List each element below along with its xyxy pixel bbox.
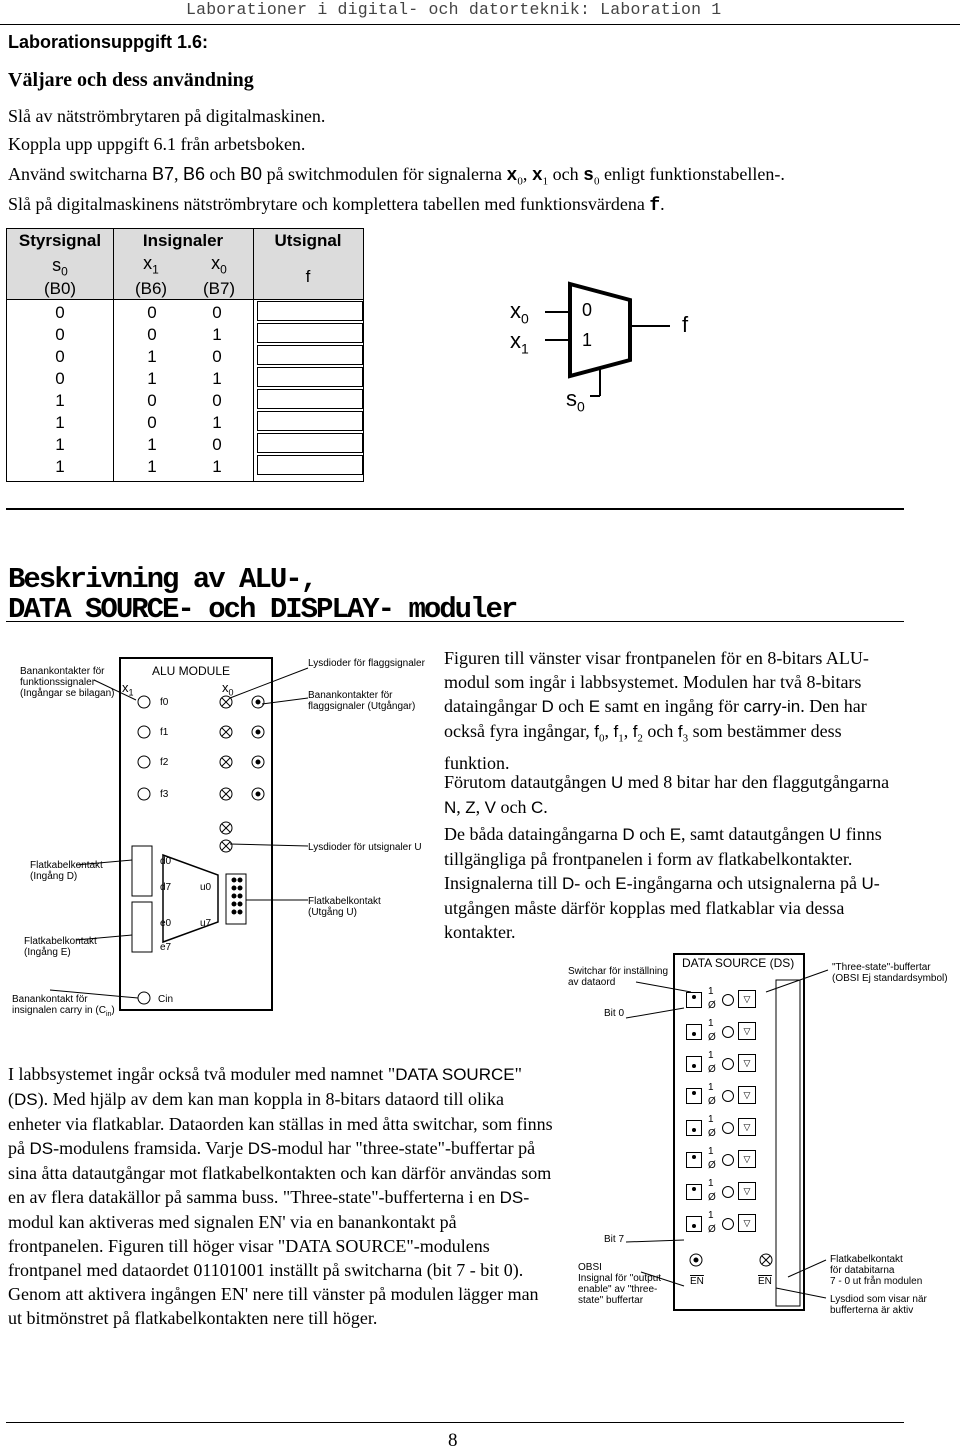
ds-switch-body (686, 1088, 702, 1104)
alu-x1-label: $x_1$ (122, 680, 134, 698)
ds-switch-body (686, 1120, 702, 1136)
ds-switch[interactable] (682, 1146, 802, 1176)
tt-h-inputs: Insignaler (142, 231, 224, 250)
section-rule-top (6, 508, 904, 510)
tt-row: 1 1 1 (55, 457, 222, 476)
alu-callout-flat-u: Flatkabelkontakt (Utgång U) (308, 896, 381, 918)
section-title-line-1: Beskrivning av ALU-, (8, 563, 317, 596)
alu-callout-lysdioder: Lysdioder för flaggsignaler (308, 658, 425, 669)
ds-callout-obs: OBSI Insignal för "output enable" av "three- state" buffertar (578, 1262, 662, 1306)
alu-x0-label: $x_0$ (222, 680, 234, 698)
footer-rule (6, 1422, 904, 1423)
tt-row: 0 0 0 (55, 303, 222, 322)
ds-switch-knob (692, 1032, 696, 1036)
mux-label-s0: $s_0$ (566, 386, 585, 415)
ds-switch-body (686, 1056, 702, 1072)
task-subtitle: Väljare och dess användning (8, 69, 254, 91)
mux-label-x1: $x_1$ (510, 328, 529, 357)
ds-tristate-buffer: ▽ (738, 1150, 756, 1168)
ds-switch-label-0: Ø (708, 1064, 716, 1075)
ds-switch-label-1: 1 (708, 1050, 714, 1061)
alu-callout-banan1: Banankontakter för funktionssignaler (Ingångar se bilagan) (20, 666, 115, 699)
alu-u0-label: u0 (200, 882, 212, 893)
alu-paragraph-2: Förutom datautgången U med 8 bitar har den flaggutgångarna N, Z, V och C. (444, 772, 890, 817)
alu-f2-label: f2 (160, 757, 169, 768)
ds-switch-label-0: Ø (708, 1128, 716, 1139)
alu-connector-d (132, 846, 152, 896)
ds-tristate-buffer: ▽ (738, 1214, 756, 1232)
ds-buffer-led (722, 1122, 734, 1134)
alu-panel (120, 658, 272, 1010)
alu-callout-carry: Banankontakt för insignalen carry in $(C_{in})$ (12, 994, 115, 1018)
ds-switch-label-1: 1 (708, 1146, 714, 1157)
ds-buffer-led (722, 1186, 734, 1198)
ds-en-label-1: $\overline{EN}$ (690, 1276, 704, 1287)
truth-table (6, 228, 364, 482)
ds-switch[interactable] (682, 1210, 802, 1240)
ds-callout-switch: Switchar för inställning av dataord (568, 966, 669, 988)
ds-switch-label-0: Ø (708, 1224, 716, 1235)
ds-switch-label-1: 1 (708, 1018, 714, 1029)
ds-switch-label-1: 1 (708, 1210, 714, 1221)
ds-switch[interactable] (682, 1082, 802, 1112)
tt-b0: (B0) (43, 279, 77, 298)
ds-callout-led: Lysdiod som visar när bufferterna är aktiv (830, 1294, 927, 1316)
multiplexer-symbol (500, 278, 720, 418)
ds-buffer-led (722, 1218, 734, 1230)
tt-f-cell[interactable] (257, 301, 363, 321)
tt-row: 1 1 0 (55, 435, 222, 454)
task-line-1: Slå av nätströmbrytaren på digitalmaskinen. (8, 106, 326, 126)
ds-switch-knob (692, 1187, 696, 1191)
ds-en-label-2: $\overline{EN}$ (758, 1276, 772, 1287)
alu-callout-banan2: Banankontakter för flaggsignaler (Utgångar) (308, 690, 416, 712)
alu-module-title: ALU MODULE (152, 664, 231, 678)
ds-switch-label-0: Ø (708, 1160, 716, 1171)
alu-f0-label: f0 (160, 697, 169, 708)
ds-switch-knob (692, 995, 696, 999)
alu-connector-e (132, 902, 152, 952)
ds-switch[interactable] (682, 1018, 802, 1048)
tt-f-cell[interactable] (257, 411, 363, 431)
tt-row: 0 1 1 (55, 369, 222, 388)
tt-row: 0 1 0 (55, 347, 222, 366)
ds-buffer-led (722, 1090, 734, 1102)
ds-switch-body (686, 1216, 702, 1232)
ds-switch-label-0: Ø (708, 1192, 716, 1203)
ds-switch-knob (692, 1064, 696, 1068)
alu-callout-flat-e: Flatkabelkontakt (Ingång E) (24, 936, 97, 958)
alu-u7-label: u7 (200, 918, 212, 929)
alu-f3-label: f3 (160, 789, 169, 800)
task-line-4: Slå på digitalmaskinens nätströmbrytare och komplettera tabellen med funktionsvärdena f. (8, 194, 665, 216)
alu-d7-label: d7 (160, 882, 172, 893)
mux-output-f: f (682, 312, 689, 337)
ds-callout-tristate: "Three-state"-buffertar (OBSI Ej standardsymbol) (832, 962, 948, 984)
ds-switch-label-1: 1 (708, 1114, 714, 1125)
ds-switch-label-1: 1 (708, 986, 714, 997)
ds-callout-flat: Flatkabelkontakt för databitarna 7 - 0 ut från modulen (830, 1254, 923, 1287)
ds-switch-knob (692, 1091, 696, 1095)
ds-tristate-buffer: ▽ (738, 1022, 756, 1040)
alu-e0-label: e0 (160, 918, 172, 929)
ds-switch[interactable] (682, 986, 802, 1016)
ds-switch-knob (692, 1128, 696, 1132)
task-title: Laborationsuppgift 1.6: (8, 32, 208, 52)
alu-f1-label: f1 (160, 727, 169, 738)
tt-f-cell[interactable] (257, 389, 363, 409)
ds-buffer-led (722, 1026, 734, 1038)
mux-label-x0: $x_0$ (510, 298, 529, 327)
tt-f-cell[interactable] (257, 367, 363, 387)
tt-f-cell[interactable] (257, 345, 363, 365)
alu-callout-lysdioder-u: Lysdioder för utsignaler U (308, 842, 422, 853)
tt-row: 1 0 0 (55, 391, 222, 410)
ds-buffer-led (722, 1154, 734, 1166)
ds-tristate-buffer: ▽ (738, 990, 756, 1008)
ds-bit7-label: Bit 7 (604, 1234, 625, 1245)
header-rule (0, 24, 960, 25)
running-header: Laborationer i digital- och datorteknik: Laboration 1 (186, 0, 722, 19)
ds-tristate-buffer: ▽ (738, 1086, 756, 1104)
ds-tristate-buffer: ▽ (738, 1054, 756, 1072)
alu-d0-label: d0 (160, 856, 172, 867)
section-rule-bottom (6, 621, 904, 622)
ds-switch-label-0: Ø (708, 1032, 716, 1043)
page-number: 8 (448, 1430, 458, 1451)
mux-input-1: 1 (582, 330, 593, 350)
alu-cin-label: Cin (158, 994, 174, 1005)
tt-f: f (305, 267, 311, 286)
ds-switch-knob (692, 1155, 696, 1159)
ds-title: DATA SOURCE (DS) (682, 956, 795, 970)
ds-switch-body (686, 1024, 702, 1040)
alu-e7-label: e7 (160, 942, 172, 953)
tt-h-output: Utsignal (274, 231, 342, 250)
mux-input-0: 0 (582, 300, 593, 320)
ds-switch-body (686, 1152, 702, 1168)
ds-switch[interactable] (682, 1178, 802, 1208)
mux-body (570, 284, 630, 376)
tt-h-control: Styrsignal (18, 231, 102, 250)
ds-switch-body (686, 992, 702, 1008)
tt-row: 0 0 1 (55, 325, 222, 344)
task-line-3: Använd switcharna B7, B6 och B0 på switchmodulen för signalerna $x_0$, $x_1$ och $s_0$ enligt funktionstabellen-. (8, 164, 785, 188)
ds-switch[interactable] (682, 1050, 802, 1080)
ds-switch-label-1: 1 (708, 1178, 714, 1189)
ds-buffer-led (722, 1058, 734, 1070)
ds-switch[interactable] (682, 1114, 802, 1144)
tt-row: 1 0 1 (55, 413, 222, 432)
tt-x0: $x_0$ (211, 253, 227, 277)
alu-callout-flat-d: Flatkabelkontakt (Ingång D) (30, 860, 103, 882)
tt-f-cell[interactable] (257, 455, 363, 475)
tt-header-rule (7, 299, 363, 300)
task-line-2: Koppla upp uppgift 6.1 från arbetsboken. (8, 134, 306, 154)
ds-bit0-label: Bit 0 (604, 1008, 625, 1019)
section-title-line-2: DATA SOURCE- och DISPLAY- moduler (8, 593, 517, 626)
ds-buffer-led (722, 994, 734, 1006)
ds-tristate-buffer: ▽ (738, 1182, 756, 1200)
ds-switch-label-0: Ø (708, 1096, 716, 1107)
tt-b6: (B6) (134, 279, 168, 298)
data-source-paragraph: I labbsystemet ingår också två moduler med namnet "DATA SOURCE" (DS). Med hjälp av dem kan man koppla in 8-bitars dataord till olika enheter via flatkablar. Dataorden kan ställas in med åtta switchar, som finns på DS-modulens framsida. Varje DS-modul har "three-state"-buffertar på sina åtta datautgångar mot flatkabelkontakten och kan därför användas som en av flera datakällor på samma buss. "Three-state"-bufferterna i en DS-modul kan aktiveras med signalen EN' via en banankontakt på frontpanelen. Figuren till höger visar "DATA SOURCE"-modulens frontpanel med dataordet 01101001 inställt på switcharna (bit 7 - bit 0). Genom att aktivera ingången EN' nere till vänster på modulen lägger man ut bitmönstret på flatkabelkontakten nere till höger. (8, 1064, 553, 1328)
ds-tristate-buffer: ▽ (738, 1118, 756, 1136)
tt-f-cell[interactable] (257, 323, 363, 343)
tt-b7: (B7) (202, 279, 236, 298)
tt-x1: $x_1$ (143, 253, 159, 277)
alu-paragraph-3: De båda dataingångarna D och E, samt datautgången U finns tillgängliga på frontpanelen i form av flatkabelkontakter. Insignalerna till D- och E-ingångarna och utsignalerna på U-utgången måste därför kopplas med flatkablar via dessa kontakter. (444, 824, 882, 942)
ds-switch-label-0: Ø (708, 1000, 716, 1011)
alu-paragraph-1: Figuren till vänster visar frontpanelen för en 8-bitars ALU-modul som ingår i labbsystemet. Modulen har två 8-bitars dataingångar D och E samt en ingång för carry-in. Den har också fyra ingångar, $f_0$, $f_1$, $f_2$ och $f_3$ som bestämmer dess funktion. (444, 648, 869, 773)
ds-switch-body (686, 1184, 702, 1200)
tt-f-cell[interactable] (257, 433, 363, 453)
tt-s0: $s_0$ (52, 255, 68, 279)
ds-switch-knob (692, 1224, 696, 1228)
ds-switch-label-1: 1 (708, 1082, 714, 1093)
